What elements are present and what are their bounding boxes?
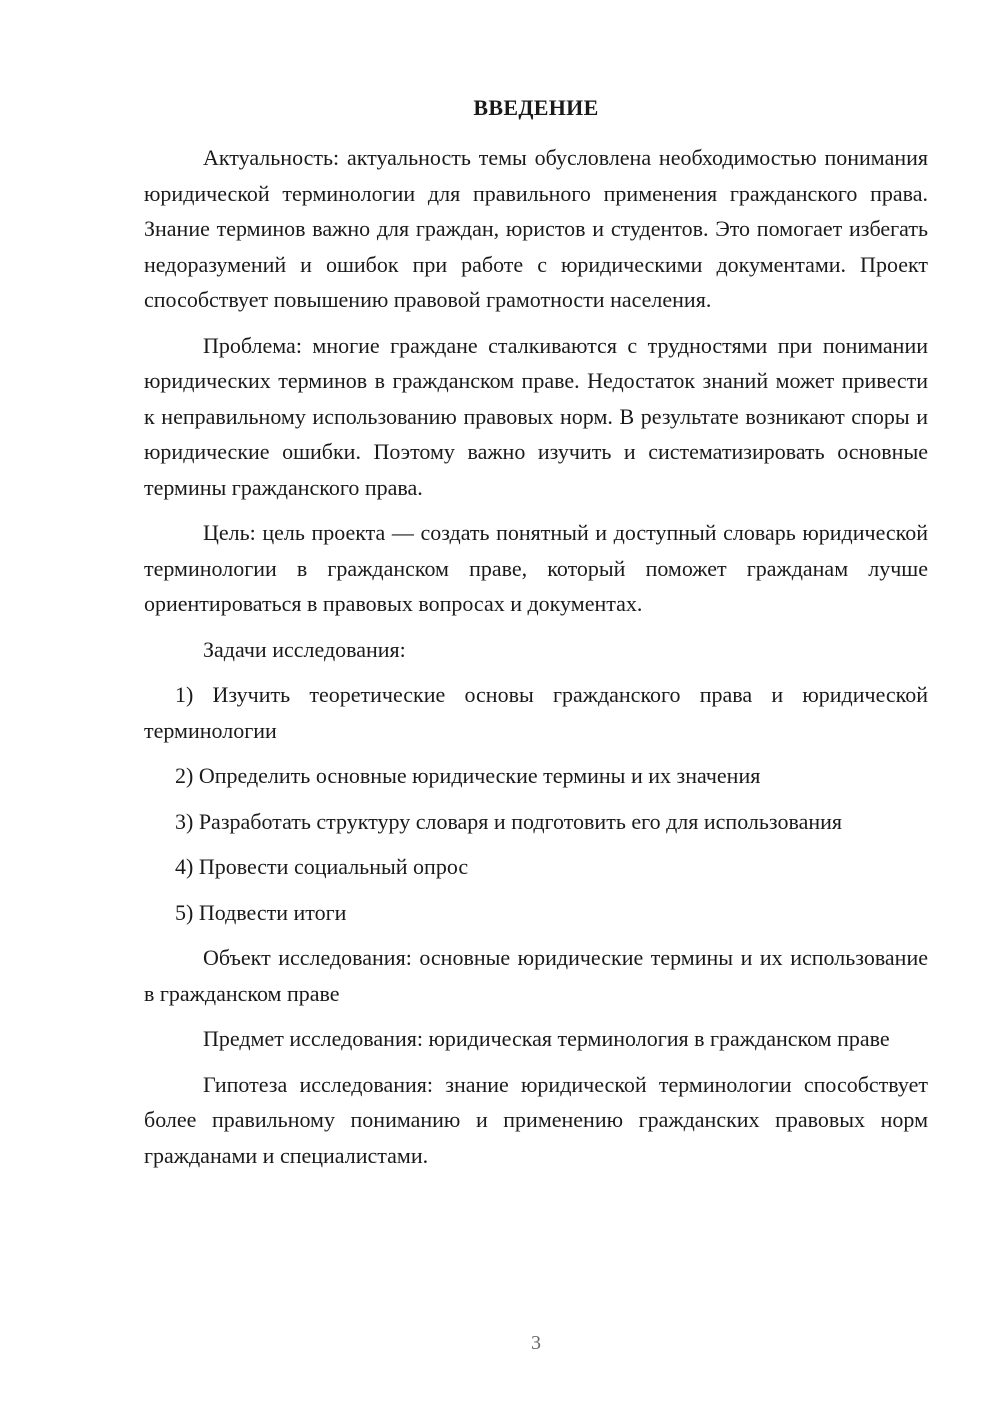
paragraph-relevance: Актуальность: актуальность темы обусловлена необходимостью понимания юридической терминологии для правильного применения гражданского права. Знание терминов важно для граждан, юристов и студентов. Это помогает избегать недоразумений и ошибок при работе с юридическими документами. Проект способствует повышению правовой грамотности населения. [144, 145, 928, 312]
section-heading: ВВЕДЕНИЕ [473, 95, 599, 120]
task-item: 4) Провести социальный опрос [175, 854, 469, 879]
paragraph-hypothesis: Гипотеза исследования: знание юридической терминологии способствует более правильному пониманию и применению гражданских правовых норм гражданами и специалистами. [144, 1071, 928, 1168]
task-item: 3) Разработать структуру словаря и подготовить его для использования [175, 808, 843, 834]
paragraph-tasks-heading: Задачи исследования: [203, 636, 406, 662]
paragraph-subject: Предмет исследования: юридическая терминология в гражданском праве [203, 1026, 890, 1051]
task-item: 1) Изучить теоретические основы гражданского права и юридической терминологии [144, 682, 928, 743]
task-item: 5) Подвести итоги [175, 899, 347, 925]
page-number: 3 [531, 1332, 541, 1354]
paragraph-object: Объект исследования: основные юридические термины и их использование в гражданском праве [144, 945, 928, 1006]
paragraph-problem: Проблема: многие граждане сталкиваются с трудностями при понимании юридических терминов в гражданском праве. Недостаток знаний может привести к неправильному использованию правовых норм. В результате возникают споры и юридические ошибки. Поэтому важно изучить и систематизировать основные термины гражданского права. [144, 332, 928, 500]
paragraph-goal: Цель: цель проекта — создать понятный и доступный словарь юридической терминологии в гражданском праве, который поможет гражданам лучше ориентироваться в правовых вопросах и документах. [144, 520, 928, 616]
document-body [144, 140, 928, 1183]
task-item: 2) Определить основные юридические термины и их значения [175, 763, 761, 788]
